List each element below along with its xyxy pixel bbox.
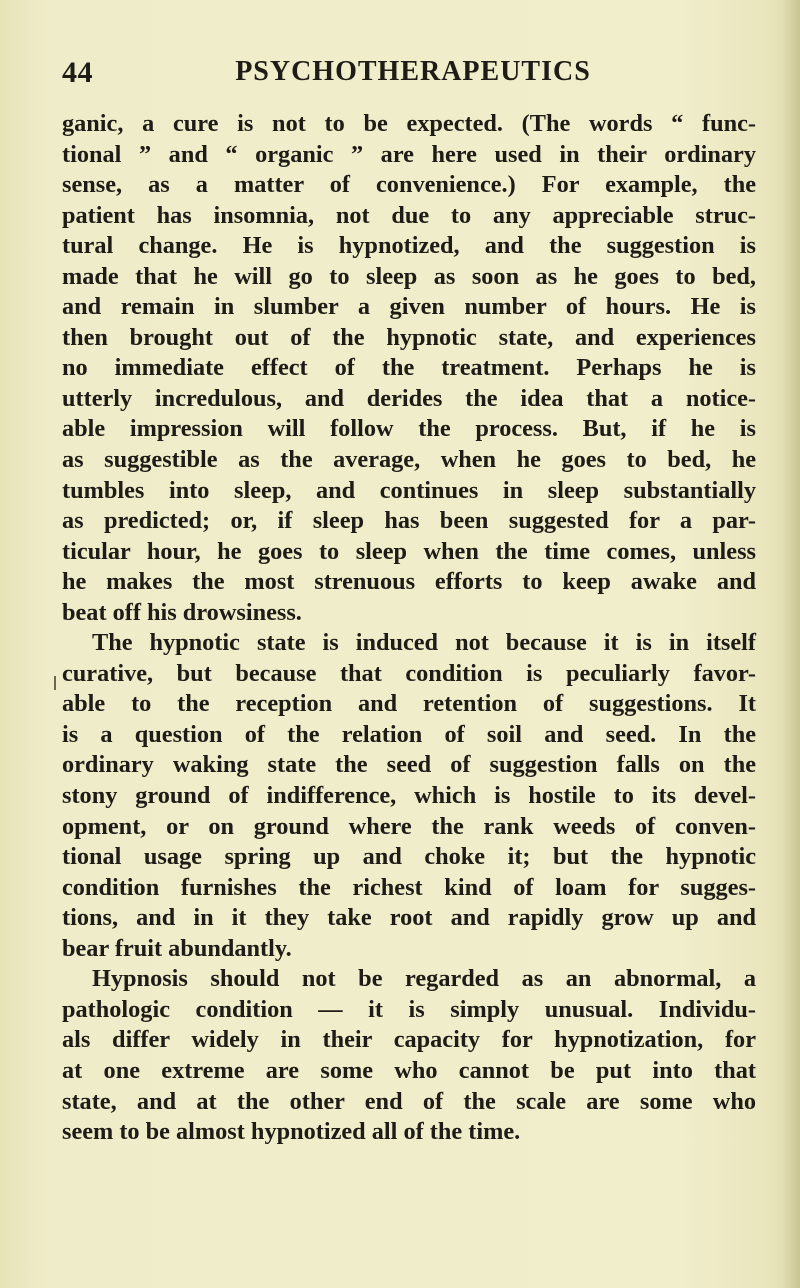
text-line: then brought out of the hypnotic state, and experiences bbox=[62, 323, 756, 351]
text-line: able to the reception and retention of suggestions. It bbox=[62, 690, 756, 718]
text-line: tural change. He is hypnotized, and the suggestion is bbox=[62, 232, 756, 260]
text-line: tional usage spring up and choke it; but the hypnotic bbox=[62, 843, 756, 871]
text-line: made that he will go to sleep as soon as he goes to bed, bbox=[62, 262, 756, 290]
running-title: PSYCHOTHERAPEUTICS bbox=[235, 56, 591, 87]
text-line: patient has insomnia, not due to any appreciable struc- bbox=[62, 201, 756, 229]
text-line: pathologic condition — it is simply unusual. Individu- bbox=[62, 995, 756, 1023]
text-line: state, and at the other end of the scale are some who bbox=[62, 1087, 756, 1115]
page-edge-shadow bbox=[782, 0, 800, 1288]
text-line: sense, as a matter of convenience.) For example, the bbox=[62, 171, 756, 199]
margin-mark bbox=[54, 676, 56, 690]
text-line: The hypnotic state is induced not because it is in itself bbox=[92, 629, 756, 657]
text-line: als differ widely in their capacity for hypnotization, for bbox=[62, 1026, 756, 1054]
text-line: is a question of the relation of soil and seed. In the bbox=[62, 720, 756, 748]
text-line: ordinary waking state the seed of suggestion falls on the bbox=[62, 751, 756, 779]
body-text bbox=[62, 109, 756, 1148]
text-line: at one extreme are some who cannot be put into that bbox=[62, 1056, 756, 1084]
text-line: Hypnosis should not be regarded as an abnormal, a bbox=[92, 965, 756, 993]
text-line: ganic, a cure is not to be expected. (The words “ func- bbox=[62, 110, 756, 137]
text-line: bear fruit abundantly. bbox=[62, 934, 292, 962]
text-line: as suggestible as the average, when he goes to bed, he bbox=[62, 446, 756, 474]
text-line: able impression will follow the process. But, if he is bbox=[62, 415, 756, 443]
text-line: opment, or on ground where the rank weeds of conven- bbox=[62, 812, 756, 840]
text-line: tumbles into sleep, and continues in sleep substantially bbox=[62, 476, 756, 504]
text-line: as predicted; or, if sleep has been suggested for a par- bbox=[62, 507, 756, 535]
text-line: stony ground of indifference, which is hostile to its devel- bbox=[62, 782, 756, 810]
text-line: curative, but because that condition is peculiarly favor- bbox=[62, 659, 756, 687]
page-number: 44 bbox=[62, 56, 93, 89]
text-line: beat off his drowsiness. bbox=[62, 598, 302, 626]
text-line: and remain in slumber a given number of hours. He is bbox=[62, 293, 756, 321]
text-line: tional ” and “ organic ” are here used in their ordinary bbox=[62, 140, 756, 168]
text-line: he makes the most strenuous efforts to keep awake and bbox=[62, 568, 756, 596]
text-line: ticular hour, he goes to sleep when the time comes, unless bbox=[62, 537, 756, 565]
text-line: seem to be almost hypnotized all of the time. bbox=[62, 1118, 521, 1146]
text-line: no immediate effect of the treatment. Perhaps he is bbox=[62, 354, 756, 382]
text-line: tions, and in it they take root and rapidly grow up and bbox=[62, 904, 756, 932]
text-line: utterly incredulous, and derides the idea that a notice- bbox=[62, 384, 756, 412]
running-head bbox=[62, 56, 750, 96]
text-line: condition furnishes the richest kind of loam for sugges- bbox=[62, 873, 756, 901]
